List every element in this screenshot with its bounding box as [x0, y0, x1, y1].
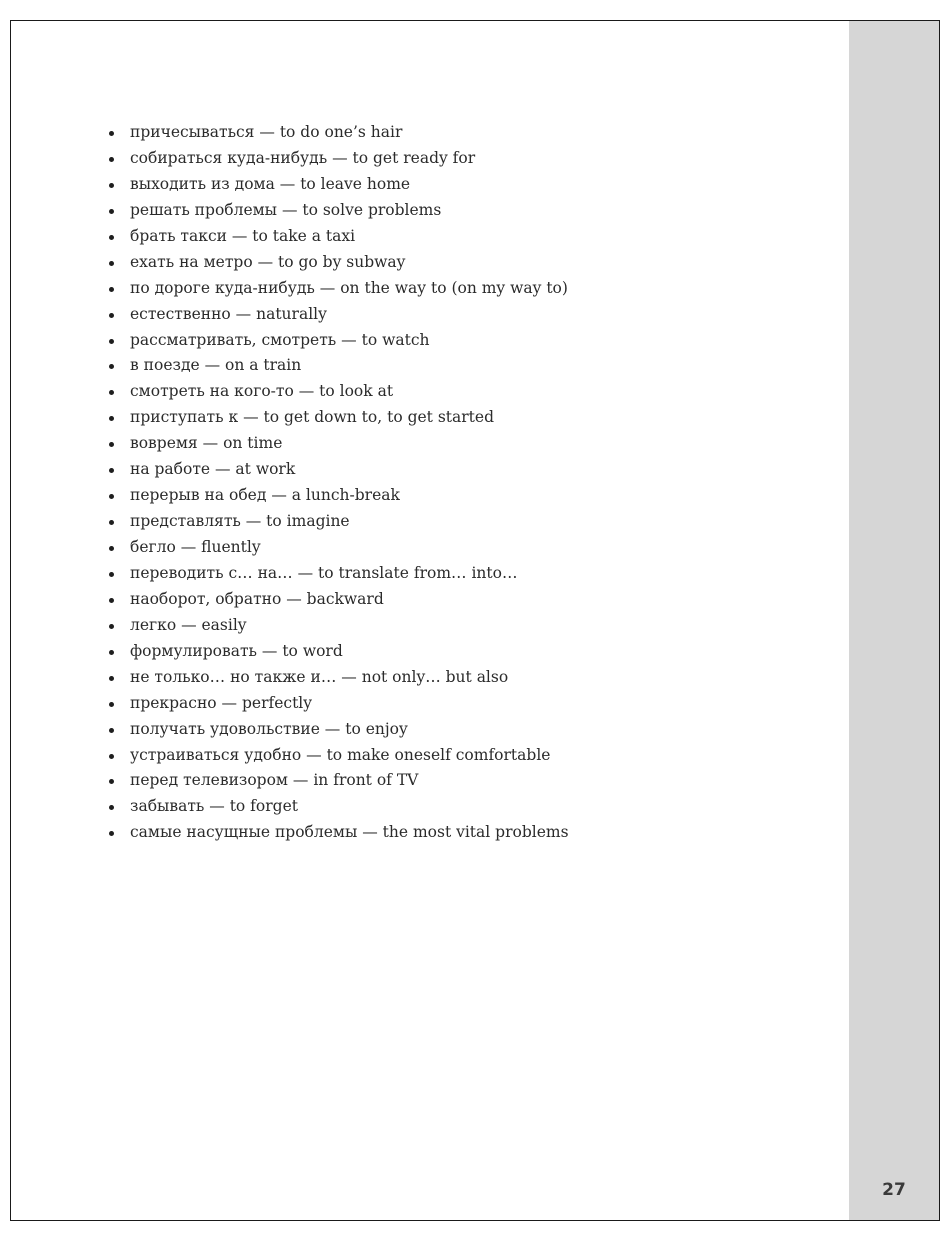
- bullet-icon: [109, 520, 114, 525]
- list-item: [109, 379, 569, 405]
- bullet-icon: [109, 183, 114, 188]
- list-item: [109, 743, 569, 769]
- page-number: 27: [882, 1180, 906, 1200]
- bullet-icon: [109, 339, 114, 344]
- bullet-icon: [109, 598, 114, 603]
- list-item: [109, 535, 569, 561]
- list-item: [109, 431, 569, 457]
- vocabulary-entry: устраиваться удобно — to make oneself comfortable: [130, 745, 551, 764]
- vocabulary-entry: забывать — to forget: [130, 797, 298, 816]
- list-item: [109, 120, 569, 146]
- vocabulary-list: [109, 120, 569, 846]
- bullet-icon: [109, 287, 114, 292]
- bullet-icon: [109, 546, 114, 551]
- vocabulary-entry: переводить с… на… — to translate from… into…: [130, 563, 518, 582]
- vocabulary-entry: вовремя — on time: [130, 434, 283, 453]
- vocabulary-entry: формулировать — to word: [130, 641, 343, 660]
- bullet-icon: [109, 650, 114, 655]
- list-item: [109, 405, 569, 431]
- vocabulary-entry: смотреть на кого-то — to look at: [130, 382, 394, 401]
- list-item: [109, 276, 569, 302]
- list-item: [109, 794, 569, 820]
- vocabulary-entry: решать проблемы — to solve problems: [130, 200, 442, 219]
- bullet-icon: [109, 442, 114, 447]
- bullet-icon: [109, 364, 114, 369]
- list-item: [109, 250, 569, 276]
- bullet-icon: [109, 779, 114, 784]
- vocabulary-entry: выходить из дома — to leave home: [130, 174, 411, 193]
- list-item: [109, 717, 569, 743]
- bullet-icon: [109, 572, 114, 577]
- vocabulary-entry: бегло — fluently: [130, 538, 261, 556]
- bullet-icon: [109, 754, 114, 759]
- list-item: [109, 665, 569, 691]
- list-item: [109, 146, 569, 172]
- vocabulary-entry: ехать на метро — to go by subway: [130, 252, 406, 271]
- vocabulary-entry: самые насущные проблемы — the most vital problems: [130, 823, 569, 842]
- vocabulary-entry: естественно — naturally: [130, 304, 327, 323]
- bullet-icon: [109, 261, 114, 266]
- vocabulary-entry: перерыв на обед — a lunch-break: [130, 486, 400, 505]
- bullet-icon: [109, 494, 114, 499]
- bullet-icon: [109, 235, 114, 240]
- bullet-icon: [109, 209, 114, 214]
- vocabulary-entry: по дороге куда-нибудь — on the way to (on my way to): [130, 278, 568, 297]
- bullet-icon: [109, 390, 114, 395]
- list-item: [109, 820, 569, 846]
- bullet-icon: [109, 728, 114, 733]
- vocabulary-entry: брать такси — to take a taxi: [130, 226, 356, 245]
- vocabulary-entry: не только… но также и… — not only… but also: [130, 667, 509, 686]
- bullet-icon: [109, 805, 114, 810]
- bullet-icon: [109, 131, 114, 136]
- vocabulary-entry: в поезде — on a train: [130, 356, 302, 375]
- bullet-icon: [109, 157, 114, 162]
- vocabulary-entry: рассматривать, смотреть — to watch: [130, 330, 430, 349]
- bullet-icon: [109, 416, 114, 421]
- bullet-icon: [109, 624, 114, 629]
- list-item: [109, 224, 569, 250]
- list-item: [109, 768, 569, 794]
- list-item: [109, 509, 569, 535]
- vocabulary-entry: получать удовольствие — to enjoy: [130, 719, 408, 738]
- list-item: [109, 587, 569, 613]
- vocabulary-entry: собираться куда-нибудь — to get ready for: [130, 148, 476, 167]
- vocabulary-entry: легко — easily: [130, 615, 247, 634]
- vocabulary-entry: причесываться — to do one’s hair: [130, 123, 403, 141]
- bullet-icon: [109, 468, 114, 473]
- list-item: [109, 561, 569, 587]
- side-margin-band: [849, 21, 939, 1220]
- bullet-icon: [109, 313, 114, 318]
- book-page: [10, 20, 940, 1221]
- vocabulary-entry: перед телевизором — in front of TV: [130, 771, 419, 790]
- bullet-icon: [109, 831, 114, 836]
- list-item: [109, 639, 569, 665]
- vocabulary-entry: прекрасно — perfectly: [130, 693, 313, 712]
- list-item: [109, 483, 569, 509]
- list-item: [109, 328, 569, 354]
- list-item: [109, 457, 569, 483]
- vocabulary-entry: приступать к — to get down to, to get started: [130, 408, 494, 427]
- vocabulary-entry: на работе — at work: [130, 460, 296, 479]
- list-item: [109, 302, 569, 328]
- list-item: [109, 691, 569, 717]
- vocabulary-entry: представлять — to imagine: [130, 512, 350, 531]
- list-item: [109, 172, 569, 198]
- bullet-icon: [109, 702, 114, 707]
- list-item: [109, 613, 569, 639]
- bullet-icon: [109, 676, 114, 681]
- list-item: [109, 353, 569, 379]
- list-item: [109, 198, 569, 224]
- vocabulary-entry: наоборот, обратно — backward: [130, 589, 384, 608]
